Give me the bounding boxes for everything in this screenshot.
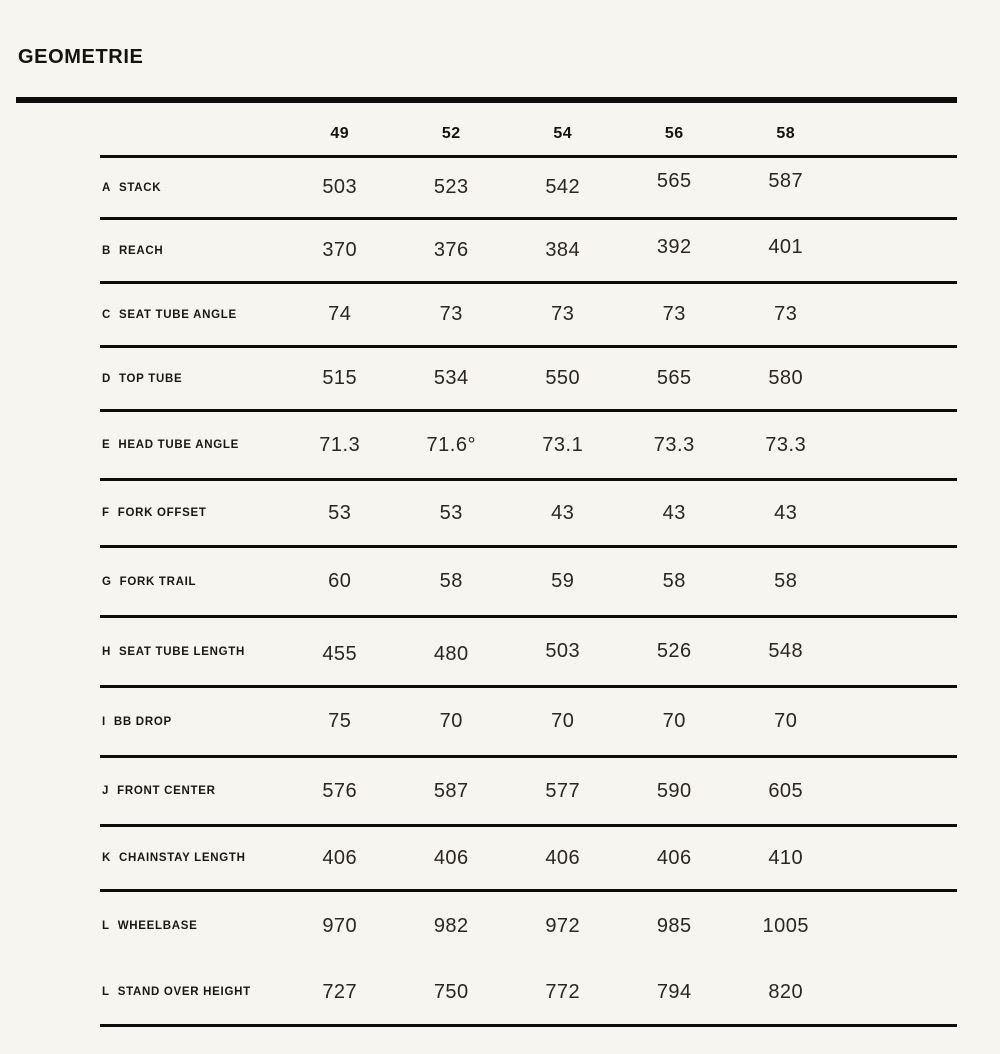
geometry-value-cell: 1005: [762, 914, 809, 937]
page-title: GEOMETRIE: [18, 46, 144, 69]
size-column-header: 54: [553, 124, 573, 142]
measurement-label: [100, 245, 284, 257]
measurement-key-letter: G: [102, 575, 112, 588]
table-row: [100, 827, 957, 892]
geometry-value-cell: 565: [656, 367, 692, 389]
geometry-value-cell: 73: [774, 303, 798, 325]
geometry-value-cell: 406: [656, 846, 692, 869]
geometry-value-cell: 727: [322, 980, 358, 1003]
measurement-name: SEAT TUBE ANGLE: [119, 308, 237, 321]
measurement-name: STACK: [119, 181, 162, 194]
geometry-value-cell: 480: [433, 643, 469, 665]
table-row: [100, 284, 957, 348]
geometry-value-cell: 587: [768, 170, 804, 192]
measurement-label: [100, 716, 284, 728]
size-column-header: 49: [330, 124, 350, 142]
measurement-label: [100, 852, 284, 864]
measurement-label: [100, 309, 284, 321]
measurement-label: [100, 920, 284, 932]
size-header-row: [100, 112, 957, 158]
geometry-value-cell: 43: [662, 501, 686, 524]
geometry-value-cell: 590: [656, 779, 692, 802]
geometry-value-cell: 53: [328, 501, 352, 524]
measurement-label: [100, 182, 284, 194]
measurement-name: BB DROP: [113, 715, 172, 728]
table-row: [100, 758, 957, 827]
geometry-value-cell: 73: [662, 303, 686, 325]
geometry-value-cell: 73: [551, 303, 575, 325]
geometry-value-cell: 58: [662, 570, 686, 592]
table-row: [100, 688, 957, 758]
measurement-key-letter: J: [102, 785, 110, 797]
geometry-value-cell: 43: [774, 501, 798, 524]
geometry-value-cell: 71.3: [319, 433, 361, 456]
measurement-key-letter: D: [102, 372, 112, 385]
measurement-name: FRONT CENTER: [117, 785, 216, 797]
geometry-value-cell: 577: [545, 779, 581, 802]
geometry-value-cell: 73.3: [765, 433, 807, 456]
measurement-key-letter: H: [102, 645, 112, 658]
geometry-value-cell: 70: [439, 710, 463, 732]
geometry-value-cell: 455: [322, 643, 358, 665]
geometry-value-cell: 523: [433, 176, 469, 198]
geometry-value-cell: 605: [768, 779, 804, 802]
measurement-key-letter: K: [102, 852, 112, 864]
measurement-label: [100, 439, 284, 451]
geometry-value-cell: 74: [328, 303, 352, 325]
measurement-key-letter: L: [102, 986, 110, 998]
geometry-value-cell: 542: [545, 176, 581, 198]
measurement-key-letter: C: [102, 308, 112, 321]
geometry-value-cell: 576: [322, 779, 358, 802]
geometry-value-cell: 515: [322, 367, 358, 389]
geometry-value-cell: 70: [774, 710, 798, 732]
measurement-label: [100, 373, 284, 385]
table-row: [100, 548, 957, 618]
geometry-value-cell: 376: [433, 239, 469, 261]
geometry-value-cell: 73.1: [542, 433, 584, 456]
measurement-name: FORK TRAIL: [119, 575, 197, 588]
measurement-name: CHAINSTAY LENGTH: [119, 852, 246, 864]
geometry-value-cell: 73.3: [653, 433, 695, 456]
table-row: [100, 412, 957, 481]
geometry-value-cell: 75: [328, 710, 352, 732]
geometry-value-cell: 59: [551, 570, 575, 592]
measurement-key-letter: E: [102, 439, 111, 451]
geometry-value-cell: 392: [656, 236, 692, 258]
geometry-value-cell: 580: [768, 367, 804, 389]
geometry-value-cell: 384: [545, 239, 581, 261]
geometry-value-cell: 406: [433, 846, 469, 869]
size-column-header: 58: [776, 124, 796, 142]
geometry-value-cell: 772: [545, 980, 581, 1003]
table-row: [100, 618, 957, 688]
table-row: [100, 158, 957, 220]
geometry-value-cell: 53: [439, 501, 463, 524]
geometry-value-cell: 406: [322, 846, 358, 869]
size-column-header: 52: [441, 124, 461, 142]
measurement-name: STAND OVER HEIGHT: [117, 986, 251, 998]
measurement-key-letter: I: [102, 715, 106, 728]
geometry-value-cell: 526: [656, 640, 692, 662]
size-column-header: 56: [664, 124, 684, 142]
measurement-key-letter: F: [102, 507, 110, 519]
measurement-name: HEAD TUBE ANGLE: [118, 439, 239, 451]
geometry-value-cell: 410: [768, 846, 804, 869]
geometry-value-cell: 401: [768, 236, 804, 258]
geometry-value-cell: 71.6°: [426, 433, 476, 456]
measurement-key-letter: L: [102, 920, 110, 932]
measurement-key-letter: B: [102, 244, 112, 257]
geometry-value-cell: 60: [328, 570, 352, 592]
geometry-value-cell: 58: [439, 570, 463, 592]
measurement-name: FORK OFFSET: [117, 507, 207, 519]
geometry-value-cell: 750: [433, 980, 469, 1003]
geometry-value-cell: 534: [433, 367, 469, 389]
measurement-label: [100, 986, 284, 998]
table-row: [100, 348, 957, 412]
table-row: [100, 220, 957, 284]
measurement-label: [100, 646, 284, 658]
geometry-value-cell: 794: [656, 980, 692, 1003]
geometry-value-cell: 503: [545, 640, 581, 662]
geometry-value-cell: 370: [322, 239, 358, 261]
geometry-value-cell: 73: [439, 303, 463, 325]
geometry-value-cell: 70: [551, 710, 575, 732]
geometry-value-cell: 972: [545, 914, 581, 937]
geometry-value-cell: 70: [662, 710, 686, 732]
geometry-value-cell: 406: [545, 846, 581, 869]
geometry-value-cell: 565: [656, 170, 692, 192]
geometry-value-cell: 970: [322, 914, 358, 937]
geometry-value-cell: 985: [656, 914, 692, 937]
geometry-value-cell: 587: [433, 779, 469, 802]
geometry-value-cell: 982: [433, 914, 469, 937]
geometry-value-cell: 43: [551, 501, 575, 524]
geometry-value-cell: 548: [768, 640, 804, 662]
measurement-label: [100, 576, 284, 588]
measurement-label: [100, 785, 284, 797]
measurement-key-letter: A: [102, 181, 112, 194]
geometry-value-cell: 550: [545, 367, 581, 389]
table-row: [100, 481, 957, 548]
measurement-name: WHEELBASE: [117, 920, 198, 932]
measurement-name: SEAT TUBE LENGTH: [119, 645, 246, 658]
measurement-label: [100, 507, 284, 519]
geometry-value-cell: 820: [768, 980, 804, 1003]
top-divider-rule: [16, 97, 957, 103]
table-row: [100, 960, 957, 1027]
table-row: [100, 892, 957, 960]
geometry-value-cell: 503: [322, 176, 358, 198]
geometry-value-cell: 58: [774, 570, 798, 592]
measurement-name: REACH: [119, 244, 164, 257]
geometry-table: [100, 112, 957, 1027]
measurement-name: TOP TUBE: [119, 372, 183, 385]
